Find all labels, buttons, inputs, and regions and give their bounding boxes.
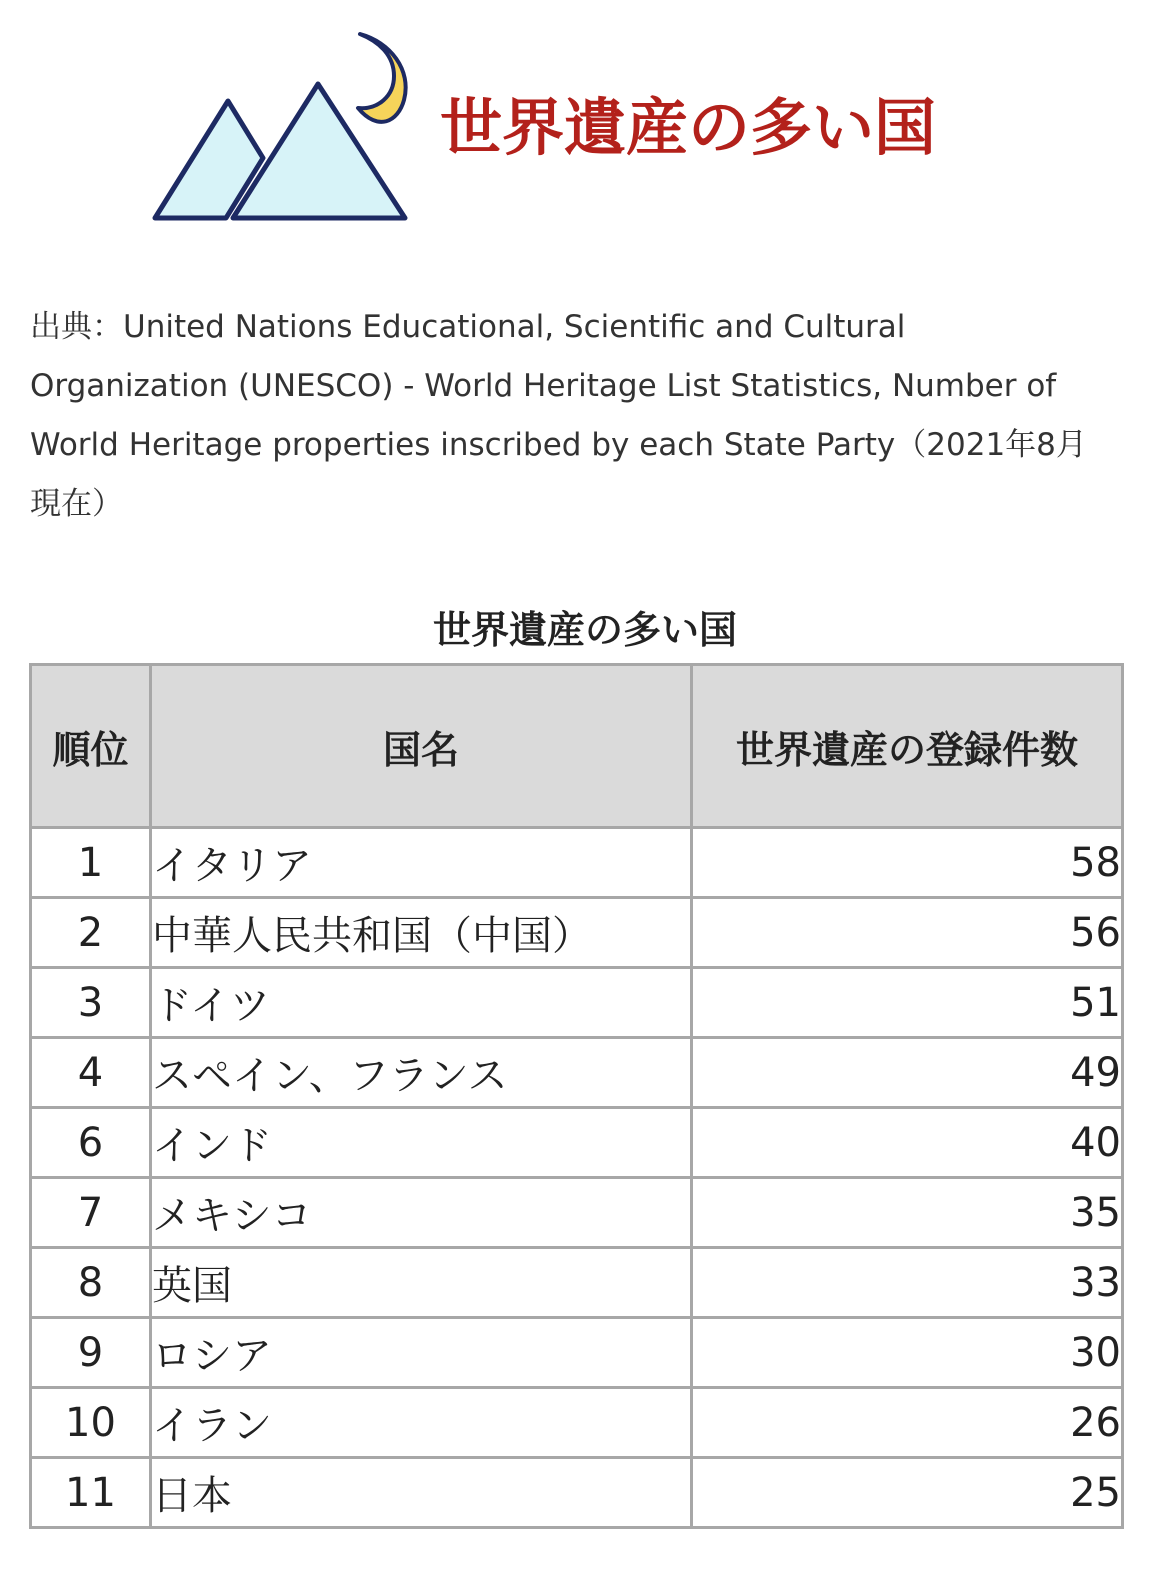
count-cell: 49	[692, 1038, 1123, 1108]
country-cell: スペイン、フランス	[151, 1038, 692, 1108]
ranking-table	[29, 663, 1124, 1529]
table-row	[31, 1458, 1123, 1528]
table-header-row	[31, 665, 1123, 828]
country-cell: 英国	[151, 1248, 692, 1318]
count-cell: 56	[692, 898, 1123, 968]
count-cell: 26	[692, 1388, 1123, 1458]
country-cell: ドイツ	[151, 968, 692, 1038]
rank-cell: 3	[31, 968, 151, 1038]
country-cell: イラン	[151, 1388, 692, 1458]
rank-cell: 10	[31, 1388, 151, 1458]
count-cell: 33	[692, 1248, 1123, 1318]
rank-cell: 8	[31, 1248, 151, 1318]
country-cell: 中華人民共和国（中国）	[151, 898, 692, 968]
table-row	[31, 1318, 1123, 1388]
table-caption: 世界遺産の多い国	[432, 608, 737, 652]
rank-cell: 1	[31, 828, 151, 898]
table-row	[31, 1038, 1123, 1108]
count-cell: 25	[692, 1458, 1123, 1528]
rank-cell: 11	[31, 1458, 151, 1528]
table-row	[31, 828, 1123, 898]
count-cell: 30	[692, 1318, 1123, 1388]
header-rank: 順位	[31, 665, 151, 828]
rank-cell: 6	[31, 1108, 151, 1178]
table-row	[31, 1388, 1123, 1458]
rank-cell: 2	[31, 898, 151, 968]
country-cell: ロシア	[151, 1318, 692, 1388]
country-cell: 日本	[151, 1458, 692, 1528]
rank-cell: 4	[31, 1038, 151, 1108]
count-cell: 58	[692, 828, 1123, 898]
page-title: 世界遺産の多い国	[440, 91, 937, 164]
header-count: 世界遺産の登録件数	[692, 665, 1123, 828]
header-country: 国名	[151, 665, 692, 828]
country-cell: イタリア	[151, 828, 692, 898]
country-cell: インド	[151, 1108, 692, 1178]
rank-cell: 9	[31, 1318, 151, 1388]
table-row	[31, 968, 1123, 1038]
rank-cell: 7	[31, 1178, 151, 1248]
mountains-moon-icon	[150, 26, 420, 232]
table-row	[31, 1248, 1123, 1318]
page-header	[0, 0, 1170, 250]
table-row	[31, 1178, 1123, 1248]
count-cell: 40	[692, 1108, 1123, 1178]
country-cell: メキシコ	[151, 1178, 692, 1248]
table-row	[31, 898, 1123, 968]
source-citation: 出典：United Nations Educational, Scientific and Cultural Organization (UNESCO) - World Heritage List Statistics, Number of World Heritage properties inscribed by each State Party（2021年8月現在）	[30, 309, 1087, 522]
count-cell: 51	[692, 968, 1123, 1038]
table-row	[31, 1108, 1123, 1178]
count-cell: 35	[692, 1178, 1123, 1248]
